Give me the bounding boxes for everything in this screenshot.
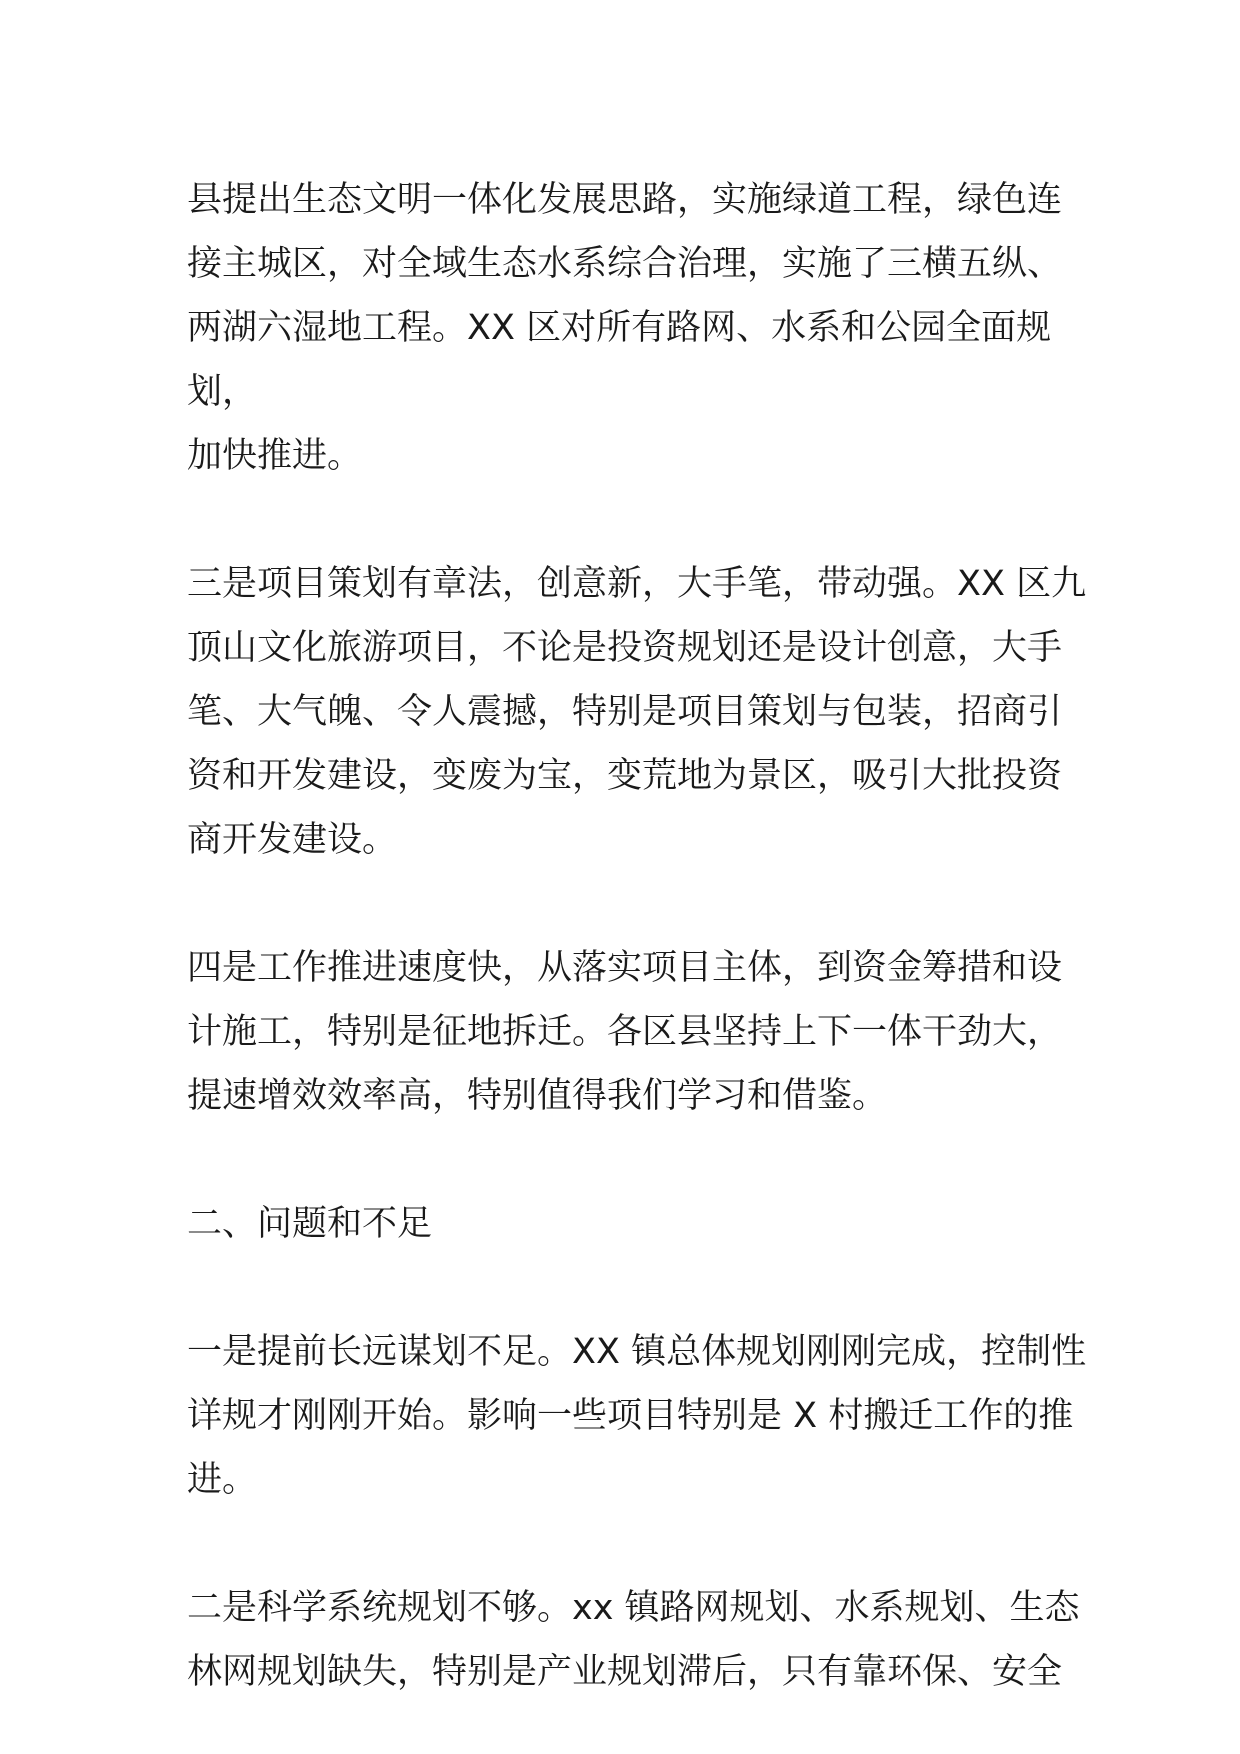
text-line: 资和开发建设，变废为宝，变荒地为景区，吸引大批投资 xyxy=(187,756,1063,796)
text-line: 林网规划缺失，特别是产业规划滞后，只有靠环保、安全 xyxy=(187,1652,1063,1692)
text-line: 两湖六湿地工程。XX 区对所有路网、水系和公园全面规划， xyxy=(187,308,1052,412)
text-line: 笔、大气魄、令人震撼，特别是项目策划与包装，招商引 xyxy=(187,692,1063,732)
paragraph-longterm-planning xyxy=(187,1320,1087,1512)
text-line: 提速增效效率高，特别值得我们学习和借鉴。 xyxy=(187,1076,888,1116)
text-line: 接主城区，对全域生态水系综合治理，实施了三横五纵、 xyxy=(187,244,1063,284)
text-line: 商开发建设。 xyxy=(187,820,398,860)
text-line: 加快推进。 xyxy=(187,436,363,476)
text-line: 四是工作推进速度快，从落实项目主体，到资金筹措和设 xyxy=(187,948,1063,988)
document-body xyxy=(187,168,1087,1704)
text-line: 详规才刚刚开始。影响一些项目特别是 X 村搬迁工作的推进。 xyxy=(187,1396,1074,1500)
paragraph-ecology xyxy=(187,168,1087,488)
paragraph-work-speed xyxy=(187,936,1087,1128)
text-line: 顶山文化旅游项目，不论是投资规划还是设计创意，大手 xyxy=(187,628,1063,668)
text-line: 一是提前长远谋划不足。XX 镇总体规划刚刚完成，控制性 xyxy=(187,1332,1087,1372)
section-heading: 二、问题和不足 xyxy=(187,1204,433,1244)
text-line: 县提出生态文明一体化发展思路，实施绿道工程，绿色连 xyxy=(187,180,1063,220)
text-line: 三是项目策划有章法，创意新，大手笔，带动强。XX 区九 xyxy=(187,564,1087,604)
paragraph-project-planning xyxy=(187,552,1087,872)
text-line: 二是科学系统规划不够。xx 镇路网规划、水系规划、生态 xyxy=(187,1588,1080,1628)
paragraph-systematic-planning xyxy=(187,1576,1087,1704)
text-line: 计施工，特别是征地拆迁。各区县坚持上下一体干劲大， xyxy=(187,1012,1063,1052)
